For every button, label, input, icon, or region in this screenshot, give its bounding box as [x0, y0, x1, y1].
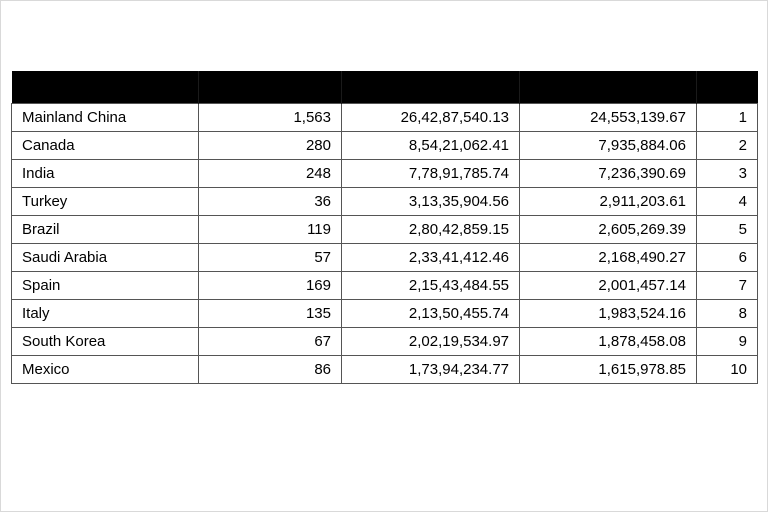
- table-row: [12, 328, 758, 356]
- value-intl-cell: 1,878,458.08: [520, 328, 697, 356]
- count-cell: 248: [199, 160, 342, 188]
- header-cell-value-in: [342, 71, 520, 104]
- value-intl-cell: 24,553,139.67: [520, 104, 697, 132]
- count-cell: 67: [199, 328, 342, 356]
- country-cell: South Korea: [12, 328, 199, 356]
- value-intl-cell: 2,168,490.27: [520, 244, 697, 272]
- rank-cell: 6: [697, 244, 758, 272]
- rank-cell: 3: [697, 160, 758, 188]
- count-cell: 36: [199, 188, 342, 216]
- country-cell: Spain: [12, 272, 199, 300]
- value-in-cell: 7,78,91,785.74: [342, 160, 520, 188]
- country-cell: Canada: [12, 132, 199, 160]
- value-intl-cell: 1,615,978.85: [520, 356, 697, 384]
- rank-cell: 1: [697, 104, 758, 132]
- rank-cell: 2: [697, 132, 758, 160]
- header-cell-rank: [697, 71, 758, 104]
- rank-cell: 7: [697, 272, 758, 300]
- count-cell: 1,563: [199, 104, 342, 132]
- table-row: [12, 244, 758, 272]
- table-row: [12, 272, 758, 300]
- country-cell: Saudi Arabia: [12, 244, 199, 272]
- count-cell: 280: [199, 132, 342, 160]
- value-intl-cell: 7,236,390.69: [520, 160, 697, 188]
- value-in-cell: 26,42,87,540.13: [342, 104, 520, 132]
- count-cell: 135: [199, 300, 342, 328]
- table-header-row: [12, 71, 758, 104]
- value-intl-cell: 7,935,884.06: [520, 132, 697, 160]
- value-intl-cell: 2,911,203.61: [520, 188, 697, 216]
- header-cell-count: [199, 71, 342, 104]
- value-intl-cell: 2,605,269.39: [520, 216, 697, 244]
- table-row: [12, 132, 758, 160]
- table-row: [12, 300, 758, 328]
- page: [1, 1, 767, 511]
- table-row: [12, 160, 758, 188]
- header-cell-value-intl: [520, 71, 697, 104]
- value-in-cell: 2,33,41,412.46: [342, 244, 520, 272]
- value-intl-cell: 2,001,457.14: [520, 272, 697, 300]
- rank-cell: 9: [697, 328, 758, 356]
- value-in-cell: 2,15,43,484.55: [342, 272, 520, 300]
- rank-cell: 10: [697, 356, 758, 384]
- country-cell: Mainland China: [12, 104, 199, 132]
- count-cell: 57: [199, 244, 342, 272]
- country-cell: Italy: [12, 300, 199, 328]
- country-cell: Mexico: [12, 356, 199, 384]
- table-row: [12, 216, 758, 244]
- value-intl-cell: 1,983,524.16: [520, 300, 697, 328]
- header-cell-country: [12, 71, 199, 104]
- value-in-cell: 2,13,50,455.74: [342, 300, 520, 328]
- value-in-cell: 1,73,94,234.77: [342, 356, 520, 384]
- count-cell: 86: [199, 356, 342, 384]
- count-cell: 169: [199, 272, 342, 300]
- rank-cell: 5: [697, 216, 758, 244]
- data-table: [11, 71, 758, 384]
- value-in-cell: 3,13,35,904.56: [342, 188, 520, 216]
- table-row: [12, 104, 758, 132]
- country-cell: Brazil: [12, 216, 199, 244]
- value-in-cell: 2,80,42,859.15: [342, 216, 520, 244]
- country-cell: Turkey: [12, 188, 199, 216]
- table-row: [12, 356, 758, 384]
- count-cell: 119: [199, 216, 342, 244]
- value-in-cell: 2,02,19,534.97: [342, 328, 520, 356]
- rank-cell: 8: [697, 300, 758, 328]
- country-cell: India: [12, 160, 199, 188]
- table-row: [12, 188, 758, 216]
- rank-cell: 4: [697, 188, 758, 216]
- value-in-cell: 8,54,21,062.41: [342, 132, 520, 160]
